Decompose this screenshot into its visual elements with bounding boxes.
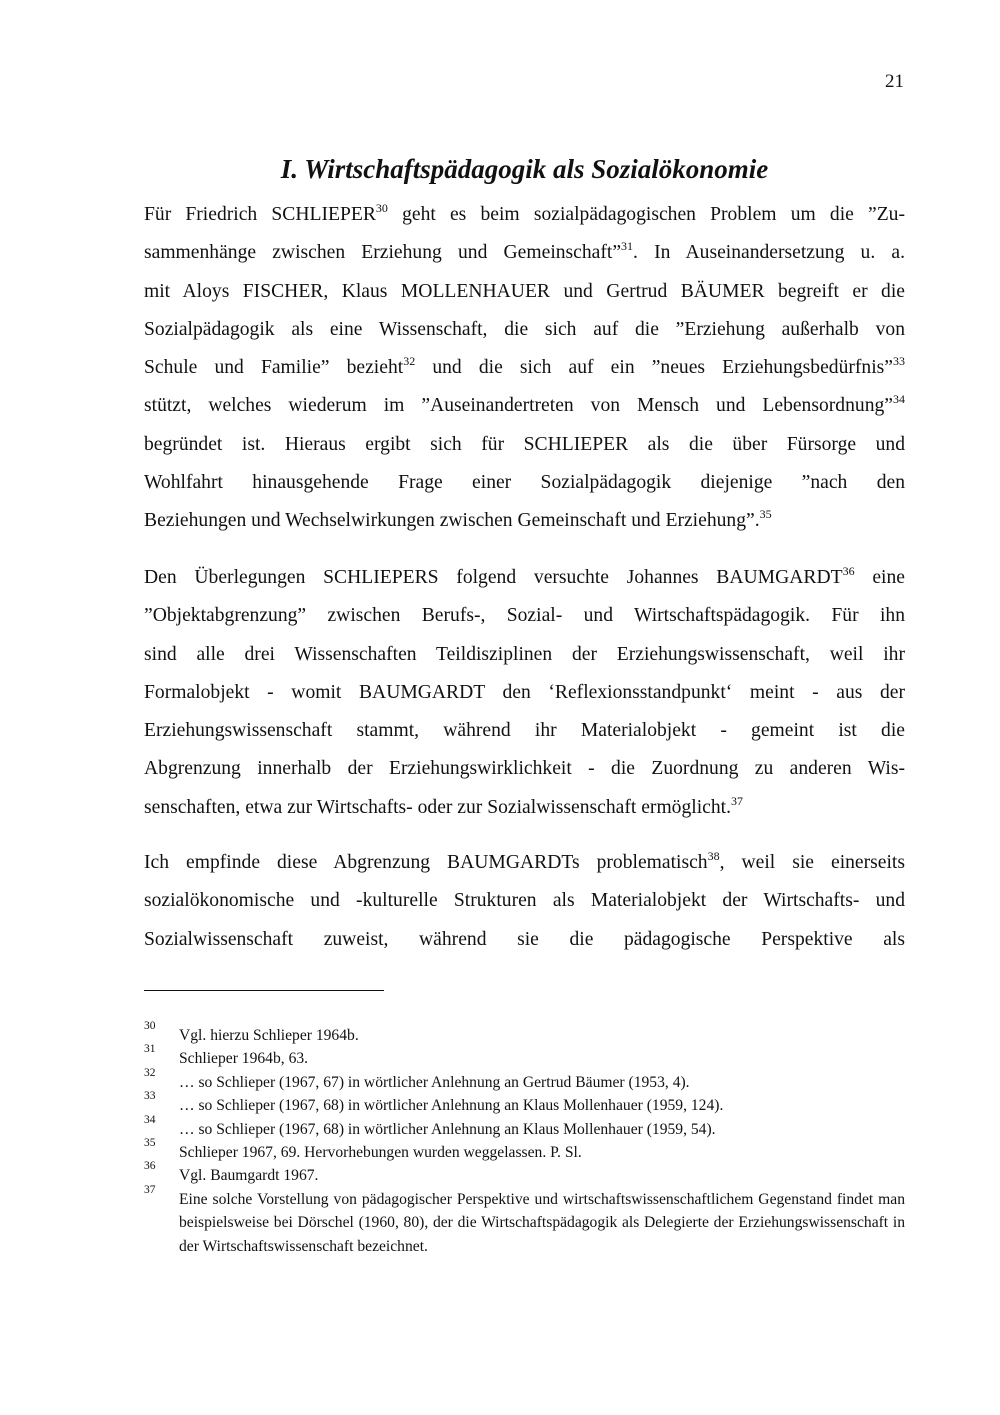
text-run: Beziehungen und Wechselwirkungen zwischen Gemeinschaft und Erziehung”. — [144, 510, 760, 532]
footnote-text: … so Schlieper (1967, 68) in wörtlicher Anlehnung an Klaus Mollenhauer (1959, 124). — [179, 1097, 724, 1115]
paragraph-line: begründet ist. Hieraus ergibt sich für SCHLIEPER als die über Fürsorge und — [144, 433, 905, 455]
paragraph-line: Wohlfahrt hinausgehende Frage einer Sozialpädagogik diejenige ”nach den — [144, 472, 905, 494]
footnote-text: Schlieper 1964b, 63. — [179, 1050, 309, 1068]
footnote — [144, 1113, 905, 1141]
footnote — [144, 1160, 905, 1187]
footnote-number: 35 — [144, 1137, 156, 1150]
text-run: . In Auseinandersetzung u. a. — [633, 242, 905, 264]
paragraph-line — [144, 196, 905, 234]
footnote-ref-32: 32 — [403, 354, 416, 369]
paragraph-line: ”Objektabgrenzung” zwischen Berufs-, Sozial- und Wirtschaftspädagogik. Für ihn — [144, 605, 905, 627]
paragraph-line: Formalobjekt - womit BAUMGARDT den ‘Reflexionsstandpunkt‘ meint - aus der — [144, 681, 905, 703]
text-run: Den Überlegungen SCHLIEPERS folgend versuchte Johannes BAUMGARDT — [144, 567, 843, 588]
paragraph-line — [144, 502, 905, 540]
footnote-number: 33 — [144, 1090, 156, 1103]
paragraph-line — [144, 387, 905, 425]
paragraph-1 — [144, 196, 905, 541]
text-run: , weil sie einerseits — [719, 852, 905, 873]
page-number: 21 — [885, 71, 904, 92]
paragraph-line: Abgrenzung innerhalb der Erziehungswirklichkeit - die Zuordnung zu anderen Wis- — [144, 758, 905, 780]
footnote-number: 31 — [144, 1043, 156, 1056]
paragraph-line — [144, 789, 905, 827]
paragraph-3 — [144, 844, 905, 959]
footnote-number: 34 — [144, 1113, 156, 1126]
footnote-ref-31: 31 — [621, 239, 634, 254]
footnote-separator — [144, 990, 384, 991]
footnote-text: Eine solche Vorstellung von pädagogischer Perspektive und wirtschaftswissenschaftlichem Gegenstand findet man beispielsweise bei Dörschel (1960, 80), der die Wirtschaftspädagogik als Delegierte der Erziehungswissenschaft in der Wirtschaftswissenschaft bezeichnet. — [179, 1190, 905, 1255]
chapter-title: I. Wirtschaftspädagogik als Sozialökonomie — [280, 154, 769, 184]
paragraph-2 — [144, 559, 905, 827]
footnote — [144, 1066, 905, 1094]
footnote-ref-34: 34 — [893, 392, 905, 407]
paragraph-line: sind alle drei Wissenschaften Teildisziplinen der Erziehungswissenschaft, weil ihr — [144, 643, 905, 665]
footnotes — [144, 1020, 905, 1258]
footnote — [144, 1183, 905, 1258]
footnote-text: Vgl. Baumgardt 1967. — [179, 1167, 319, 1185]
text-run: Schule und Familie” bezieht — [144, 357, 404, 379]
footnote-number: 30 — [144, 1020, 156, 1032]
text-run: senschaften, etwa zur Wirtschafts- oder zur Sozialwissenschaft ermöglicht. — [144, 796, 731, 818]
footnote-ref-33: 33 — [893, 354, 905, 369]
footnote-number: 36 — [144, 1160, 156, 1173]
paragraph-line: Erziehungswissenschaft stammt, während ihr Materialobjekt - gemeint ist die — [144, 720, 905, 742]
footnote-text: … so Schlieper (1967, 67) in wörtlicher Anlehnung an Gertrud Bäumer (1953, 4). — [179, 1073, 690, 1091]
text-run: eine — [854, 567, 905, 588]
text-run: Für Friedrich SCHLIEPER — [144, 204, 376, 225]
text-run: stützt, welches wiederum im ”Auseinandertreten von Mensch und Lebensordnung” — [144, 395, 893, 417]
paragraph-line: sozialökonomische und -kulturelle Strukturen als Materialobjekt der Wirtschafts- und — [144, 890, 905, 912]
footnote-text: … so Schlieper (1967, 68) in wörtlicher Anlehnung an Klaus Mollenhauer (1959, 54). — [179, 1120, 716, 1138]
footnote — [144, 1043, 905, 1070]
footnote-number: 37 — [144, 1183, 156, 1196]
footnote — [144, 1090, 905, 1117]
footnote-ref-30: 30 — [375, 201, 388, 215]
paragraph-line — [144, 844, 905, 882]
text-run: Ich empfinde diese Abgrenzung BAUMGARDTs problematisch — [144, 852, 708, 873]
footnote-number: 32 — [144, 1066, 156, 1079]
paragraph-line — [144, 559, 905, 597]
footnote-ref-35: 35 — [759, 507, 772, 522]
paragraph-line: Sozialwissenschaft zuweist, während sie die pädagogische Perspektive als — [144, 928, 905, 950]
footnote — [144, 1137, 905, 1164]
text-run: und die sich auf ein ”neues Erziehungsbedürfnis” — [415, 357, 893, 379]
paragraph-line: Sozialpädagogik als eine Wissenschaft, die sich auf die ”Erziehung außerhalb von — [144, 318, 905, 340]
text-run: geht es beim sozialpädagogischen Problem um die ”Zu- — [387, 204, 905, 225]
footnote-ref-36: 36 — [842, 564, 855, 578]
footnote-text: Schlieper 1967, 69. Hervorhebungen wurden weggelassen. P. Sl. — [179, 1144, 582, 1162]
paragraph-line — [144, 349, 905, 387]
paragraph-line: mit Aloys FISCHER, Klaus MOLLENHAUER und Gertrud BÄUMER begreift er die — [144, 280, 905, 302]
footnote-text: Vgl. hierzu Schlieper 1964b. — [179, 1027, 359, 1044]
footnote — [144, 1020, 905, 1047]
text-run: sammenhänge zwischen Erziehung und Gemeinschaft” — [144, 242, 622, 264]
footnote-ref-38: 38 — [707, 849, 720, 863]
footnote-ref-37: 37 — [731, 793, 743, 808]
paragraph-line — [144, 234, 905, 272]
